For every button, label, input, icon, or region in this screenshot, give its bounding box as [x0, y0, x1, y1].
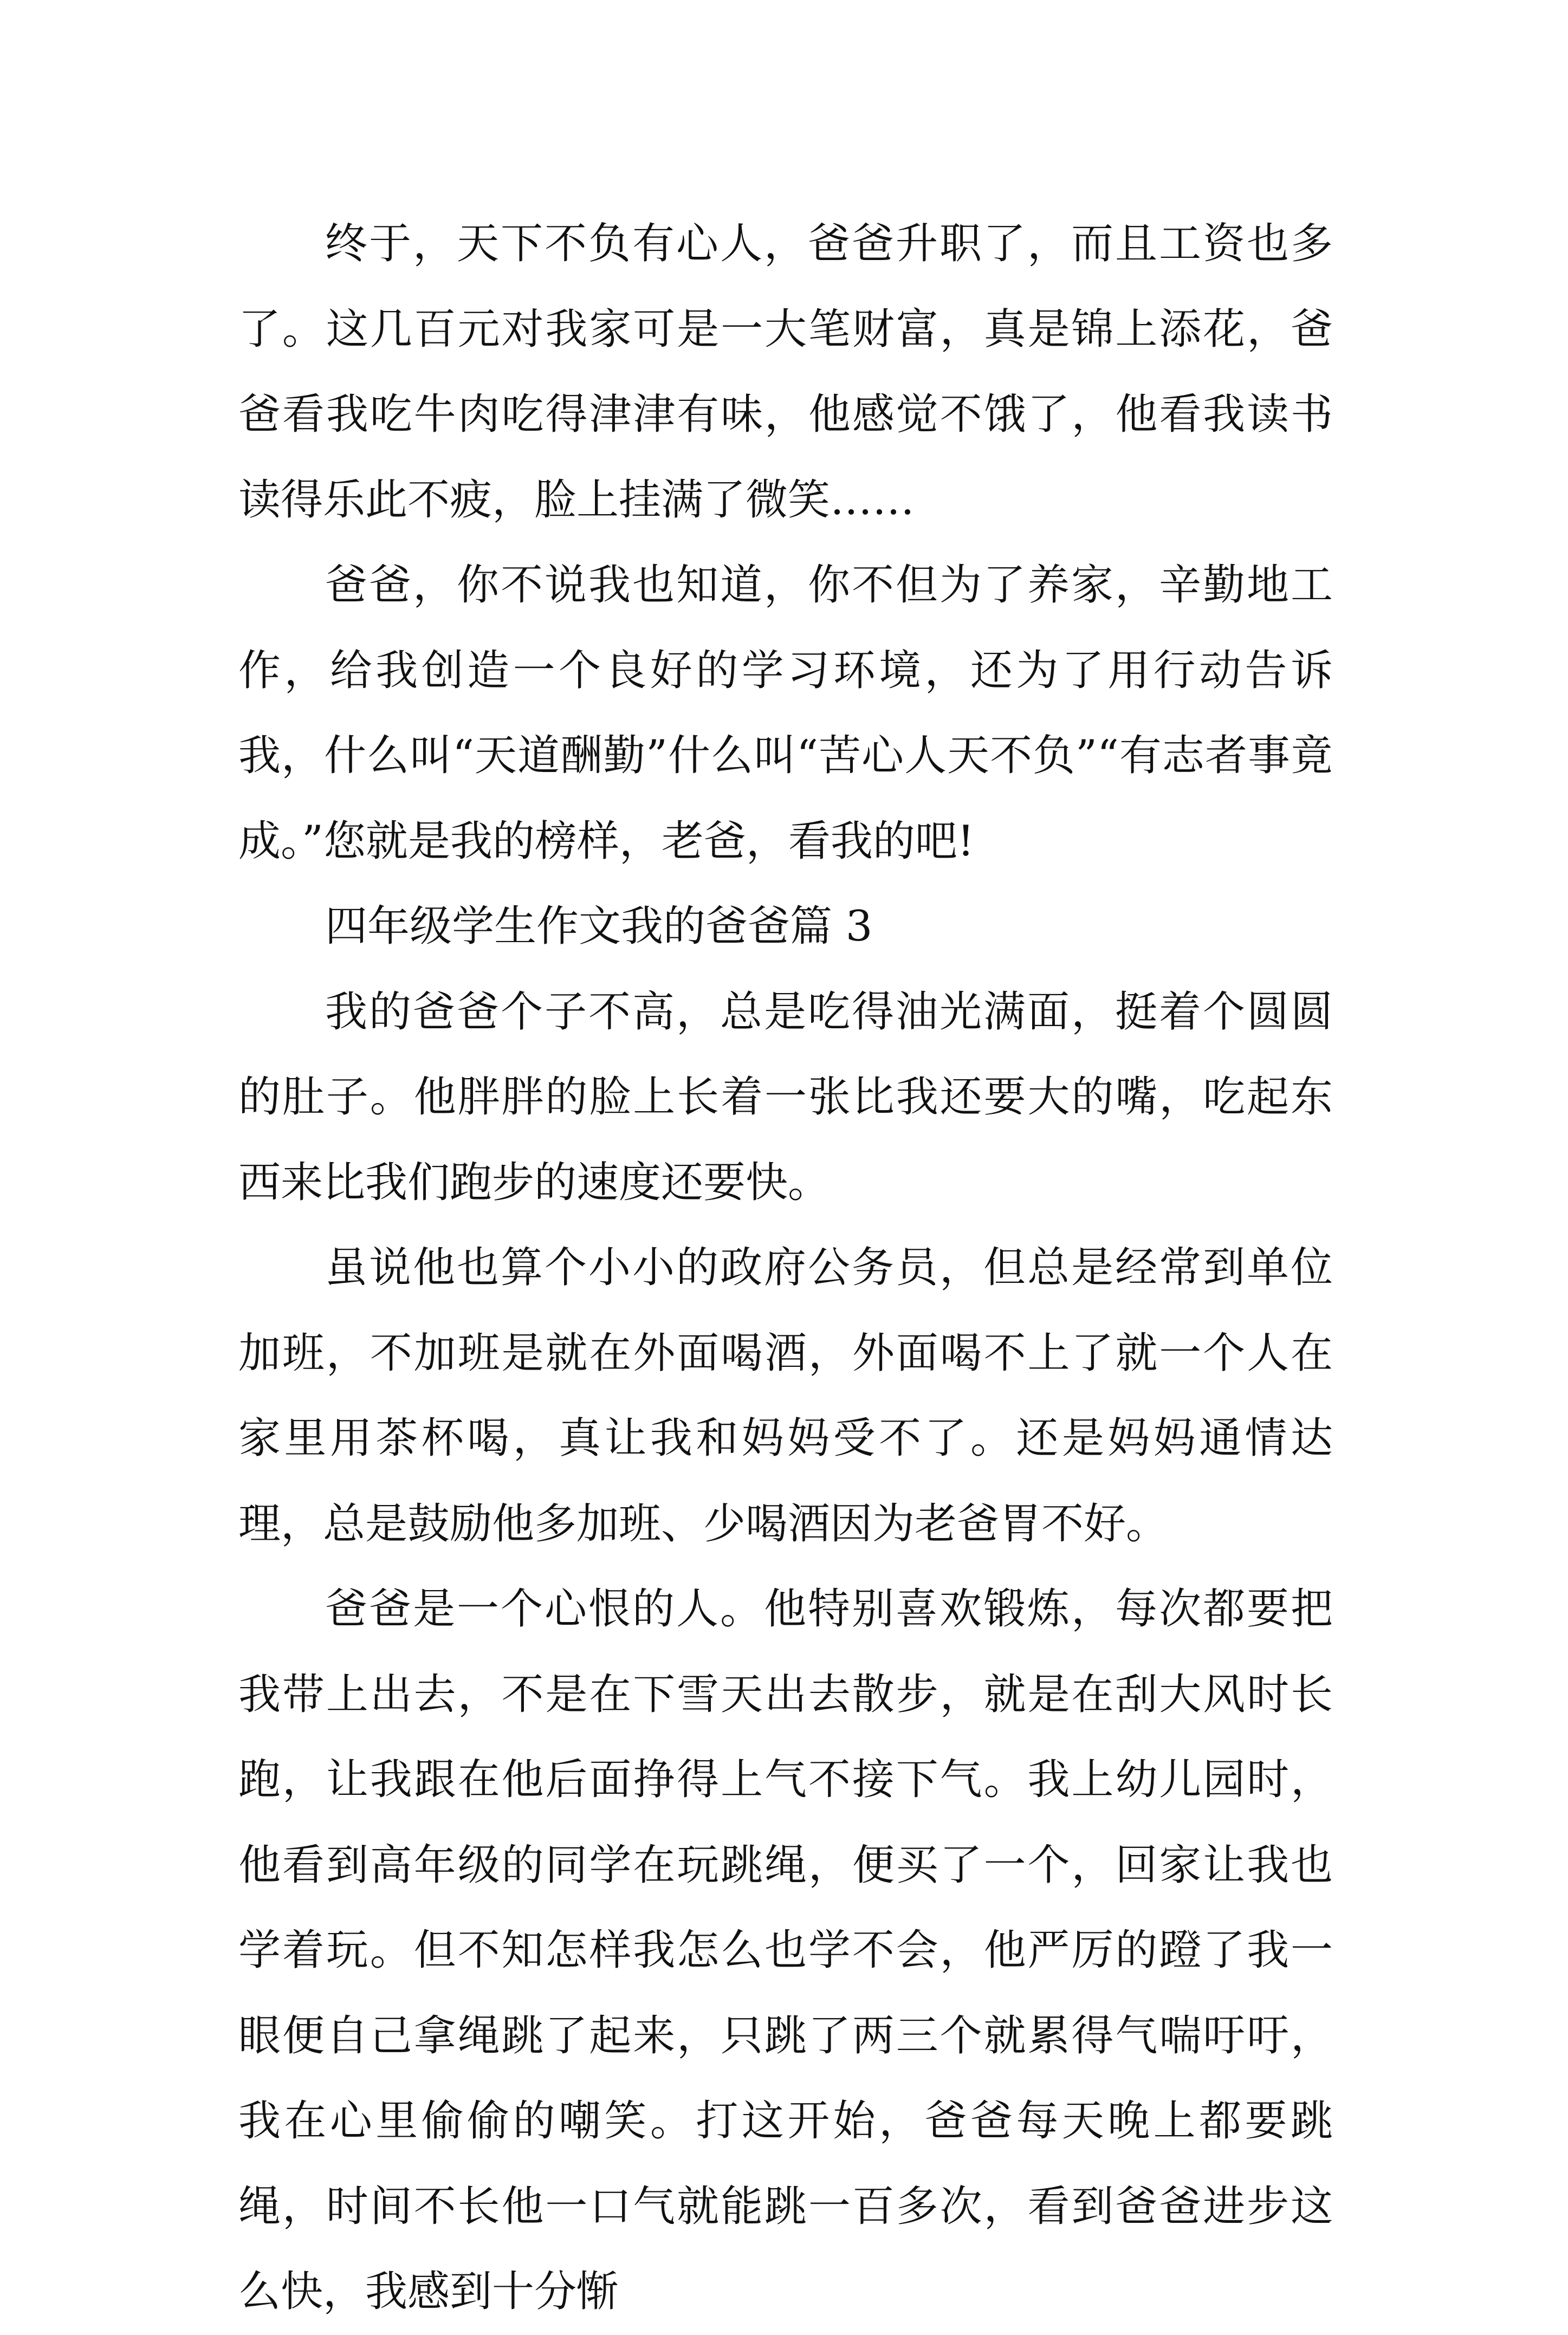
section-title: 四年级学生作文我的爸爸篇 3	[325, 902, 873, 951]
document-body	[238, 202, 1333, 2335]
paragraph-work-habits: 虽说他也算个小小的政府公务员，但总是经常到单位加班，不加班是就在外面喝酒，外面喝不上了就一个人在家里用茶杯喝，真让我和妈妈受不了。还是妈妈通情达理，总是鼓励他多加班、少喝酒因为老爸胃不好。	[238, 1243, 1333, 1548]
paragraph-role-model: 爸爸，你不说我也知道，你不但为了养家，辛勤地工作，给我创造一个良好的学习环境，还为了用行动告诉我，什么叫“天道酬勤”什么叫“苦心人天不负”“有志者事竟成。”您就是我的榜样，老爸，看我的吧!	[238, 561, 1333, 866]
paragraph-exercise: 爸爸是一个心恨的人。他特别喜欢锻炼，每次都要把我带上出去，不是在下雪天出去散步，就是在刮大风时长跑，让我跟在他后面挣得上气不接下气。我上幼儿园时，他看到高年级的同学在玩跳绳，便买了一个，回家让我也学着玩。但不知怎样我怎么也学不会，他严厉的蹬了我一眼便自己拿绳跳了起来，只跳了两三个就累得气喘吁吁，我在心里偷偷的嘲笑。打这开始，爸爸每天晚上都要跳绳，时间不长他一口气就能跳一百多次，看到爸爸进步这么快，我感到十分惭	[238, 1585, 1333, 2316]
paragraph-appearance: 我的爸爸个子不高，总是吃得油光满面，挺着个圆圆的肚子。他胖胖的脸上长着一张比我还要大的嘴，吃起东西来比我们跑步的速度还要快。	[238, 987, 1333, 1207]
paragraph-promotion: 终于，天下不负有心人，爸爸升职了，而且工资也多了。这几百元对我家可是一大笔财富，真是锦上添花，爸爸看我吃牛肉吃得津津有味，他感觉不饿了，他看我读书读得乐此不疲，脸上挂满了微笑……	[238, 219, 1333, 524]
